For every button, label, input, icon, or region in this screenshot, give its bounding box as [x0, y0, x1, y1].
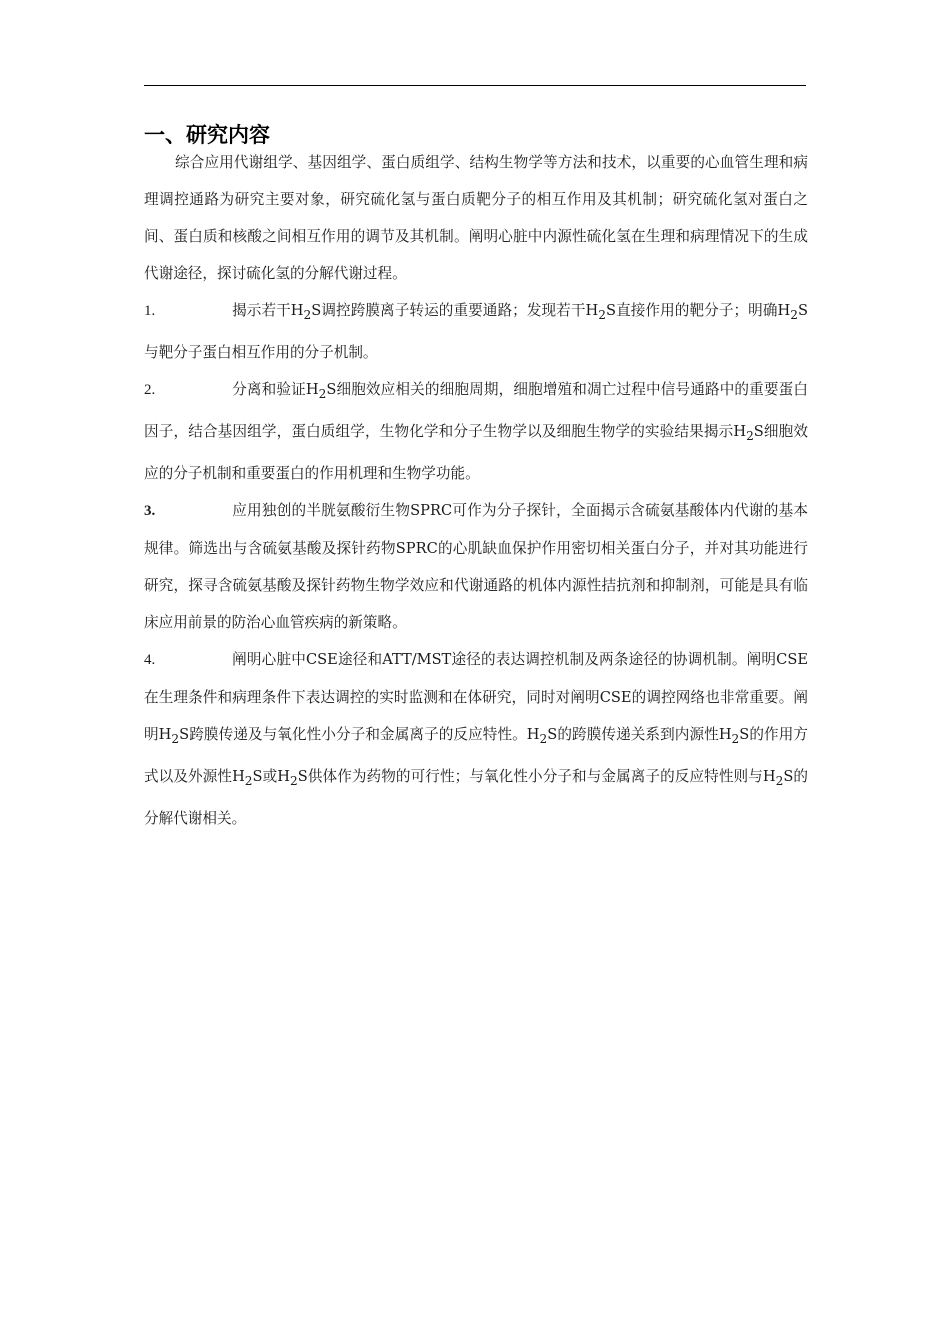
list-item-number: 1.	[144, 303, 156, 319]
list-item-number: 3.	[144, 502, 156, 519]
list-item-number: 2.	[144, 381, 156, 398]
list-item-1: 1. 揭示若干$H_2S$调控跨膜离子转运的重要通路；发现若干$H_2S$直接作用的靶分子；明确$H_2S$与靶分子蛋白相互作用的分子机制。	[144, 292, 808, 371]
list-item-2: 2. 分离和验证$H_2S$细胞效应相关的细胞周期，细胞增殖和凋亡过程中信号通路中的重要蛋白因子，结合基因组学，蛋白质组学，生物化学和分子生物学以及细胞生物学的实验结果揭示$H_2S$细胞效应的分子机制和重要蛋白的作用机理和生物学功能。	[144, 371, 808, 492]
list-item-3: 3. 应用独创的半胱氨酸衍生物SPRC可作为分子探针，全面揭示含硫氨基酸体内代谢的基本规律。筛选出与含硫氨基酸及探针药物SPRC的心肌缺血保护作用密切相关蛋白分子，并对其功能进行研究，探寻含硫氨基酸及探针药物生物学效应和代谢通路的机体内源性拮抗剂和抑制剂，可能是具有临床应用前景的防治心血管疾病的新策略。	[144, 492, 808, 641]
header-rule	[144, 85, 806, 86]
list-item-4: 4. 阐明心脏中CSE途径和ATT/MST途径的表达调控机制及两条途径的协调机制。阐明CSE在生理条件和病理条件下表达调控的实时监测和在体研究，同时对阐明CSE的调控网络也非常重要。阐明$H_2S$跨膜传递及与氧化性小分子和金属离子的反应特性。$H_2S$的跨膜传递关系到内源性$H_2S$的作用方式以及外源性$H_2S$或$H_2S$供体作为药物的可行性；与氧化性小分子和与金属离子的反应特性则与$H_2S$的分解代谢相关。	[144, 641, 808, 837]
document-body	[144, 118, 808, 837]
intro-paragraph: 综合应用代谢组学、基因组学、蛋白质组学、结构生物学等方法和技术，以重要的心血管生理和病理调控通路为研究主要对象，研究硫化氢与蛋白质靶分子的相互作用及其机制；研究硫化氢对蛋白之间、蛋白质和核酸之间相互作用的调节及其机制。阐明心脏中内源性硫化氢在生理和病理情况下的生成代谢途径，探讨硫化氢的分解代谢过程。	[144, 154, 808, 282]
section-heading: 一、研究内容	[144, 123, 270, 147]
list-item-number: 4.	[144, 651, 156, 668]
